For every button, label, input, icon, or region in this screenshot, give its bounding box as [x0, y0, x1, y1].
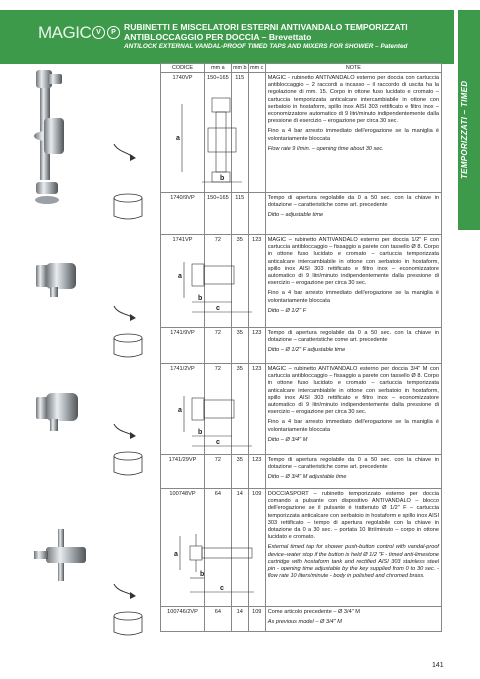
- product-note: [265, 489, 441, 607]
- page-title: RUBINETTI E MISCELATORI ESTERNI ANTIVANDALO TEMPORIZZATI ANTIBLOCCAGGIO PER DOCCIA – Brevettato: [124, 22, 408, 42]
- note-it: Tempo di apertura regolabile da 0 a 50 sec. con la chiave in dotazione – caratteristiche come art. precedente: [267, 457, 439, 471]
- dim-label-b: b: [200, 571, 205, 578]
- vandal-proof-badge-icon: V: [92, 26, 105, 39]
- note-it: MAGIC - rubinetto ANTIVANDALO esterno per doccia con cartuccia antibloccaggio – 2 raccordi a incasso – il raccordo di uscita ha la regolazione di mm. 15. Corpo in ottone fuso lucidato e cromato – cartuccia temporizzata anticalcare intercambiabile in ottone con serbatoio in hostaform, spillo inox AISI 303 rettificato e filtro inox – economizzatore automatico di 9 litri/minuto indipendentemente dalla pressione di esercizio – erogazione per circa 30 sec.: [267, 75, 439, 125]
- note-it: MAGIC – rubinetto ANTIVANDALO esterno per doccia 1/2" F con cartuccia antibloccaggio – fissaggio a parete con tassello Ø 8. Corpo in ottone fuso lucidato e cromato – cartuccia temporizzata anticalcare intercambiabile in ottone con serbatoio in hostaform, spillo inox AISI 303 rettificato e filtro inox – economizzatore automatico di 9 litri/minuto indipendentemente dalla pressione di esercizio – erogazione per circa 30 sec.: [267, 237, 439, 287]
- dim-b: 35: [231, 235, 248, 328]
- note-it: MAGIC – rubinetto ANTIVANDALO esterno per doccia 3/4" M con cartuccia antibloccaggio – fissaggio a parete con tassello Ø 8. Corpo in ottone fuso lucidato e cromato – cartuccia temporizzata anticalcare intercambiabile in ottone con serbatoio in hostaform, spillo inox AISI 303 rettificato e filtro inox – economizzatore automatico di 9 litri/minuto indipendentemente dalla pressione di esercizio – erogazione per circa 30 sec.: [267, 366, 439, 416]
- tap-1741-photo: [30, 255, 85, 303]
- note-en: As previous model – Ø 3/4" M: [267, 619, 342, 626]
- column-header-note: NOTE: [265, 64, 441, 73]
- side-tab-label: TEMPORIZZATI – TIMED: [460, 80, 469, 180]
- brand-logo: MAGIC: [38, 23, 92, 42]
- note-en: Ditto – adjustable time: [267, 212, 324, 219]
- table-row: [161, 328, 442, 364]
- dim-c: [248, 193, 265, 235]
- note-it-2: Fino a 4 bar arresto immediato dell'erogazione se la maniglia è volontariamente bloccata: [267, 419, 439, 433]
- note-it: Tempo di apertura regolabile da 0 a 50 sec. con la chiave in dotazione – caratteristiche come art. precedente: [267, 195, 439, 209]
- dim-label-c: c: [220, 585, 224, 592]
- product-code: 1741/9VP: [161, 328, 205, 364]
- dimension-drawing-100748: [170, 530, 260, 600]
- dimension-drawing-1741: [172, 258, 258, 318]
- docciasport-photo: [30, 525, 92, 587]
- showerhead-1741-2-icon: [108, 420, 152, 480]
- product-note: [265, 364, 441, 455]
- dim-b: 115: [231, 73, 248, 193]
- showerhead-1740-icon: [108, 140, 152, 226]
- product-code: 1740/9VP: [161, 193, 205, 235]
- dim-c: 109: [248, 607, 265, 632]
- dim-c: 109: [248, 489, 265, 607]
- note-en: External timed tap for shower push-button control with vandal-proof device–water stop if the button is held Ø 1/2 "F - timed anti-limestone cartridge with hostaform tank and rectified AISI 303 stainless steel pin - opening time adjustable by the key supplied from 0 to 30 sec. - flow rate 10 liters/minute - body in polished and chromed brass.: [267, 544, 439, 580]
- product-note: [265, 328, 441, 364]
- patent-badge-icon: P: [107, 26, 120, 39]
- note-it-2: Fino a 4 bar arresto immediato dell'erogazione se la maniglia è volontariamente bloccata: [267, 290, 439, 304]
- dim-c: 123: [248, 235, 265, 328]
- dim-b: 35: [231, 364, 248, 455]
- product-code: 100748VP: [161, 489, 205, 607]
- dim-c: 123: [248, 364, 265, 455]
- column-header-a: mm a: [205, 64, 232, 73]
- product-code: 1741/2VP: [161, 364, 205, 455]
- column-header-c: mm c: [250, 65, 264, 71]
- dim-b: 14: [231, 489, 248, 607]
- dim-b: 35: [231, 328, 248, 364]
- dim-a: 72: [205, 328, 232, 364]
- product-note: [265, 607, 441, 632]
- table-row: [161, 455, 442, 489]
- table-row: [161, 607, 442, 632]
- dim-a: 150÷165: [205, 73, 232, 193]
- dim-label-b: b: [198, 295, 203, 302]
- product-note: [265, 73, 441, 193]
- product-code: 1741/29VP: [161, 455, 205, 489]
- tap-1740-photo: [30, 62, 75, 207]
- tap-1741-2-photo: [30, 385, 85, 435]
- dim-a: 72: [205, 235, 232, 328]
- note-en: Flow rate 9 l/min. – opening time about 30 sec.: [267, 145, 384, 152]
- header-bar: [0, 10, 454, 64]
- note-en: Ditto – Ø 3/4" M: [267, 436, 308, 443]
- dim-label-c: c: [216, 305, 220, 312]
- product-code: 100746/2VP: [161, 607, 205, 632]
- dim-a: 72: [205, 455, 232, 489]
- dim-b: 115: [231, 193, 248, 235]
- product-code: 1740VP: [161, 73, 205, 193]
- dim-label-a: a: [178, 273, 182, 280]
- product-note: [265, 235, 441, 328]
- dim-b: 14: [231, 607, 248, 632]
- dim-a: 64: [205, 607, 232, 632]
- dim-label-a: a: [178, 407, 182, 414]
- column-header-code: CODICE: [161, 64, 205, 73]
- product-code: 1741VP: [161, 235, 205, 328]
- note-it: DOCCIASPORT – rubinetto temporizzato esterno per doccia comando a pulsante con dispositivo ANTIVANDALO – blocco dell'erogazione se il pulsante è trattenuto Ø 1/2" F – cartuccia temporizzata anticalcare con serbatoio in hostaform e spillo inox AISI 303 rettificato – tempo di apertura regolabile con la chiave in dotazione da 0 a 30 sec. – portata 10 litri/minuto – corpo in ottone lucidato e cromato.: [267, 491, 439, 541]
- note-en: Ditto – Ø 1/2" F: [267, 307, 307, 314]
- dimension-drawing-1740: [172, 92, 258, 187]
- dim-c: 123: [248, 328, 265, 364]
- product-note: [265, 193, 441, 235]
- dim-b: 35: [231, 455, 248, 489]
- dim-label-b: b: [220, 175, 225, 182]
- showerhead-100748-icon: [108, 580, 152, 640]
- dim-label-a: a: [176, 135, 180, 142]
- note-en: Ditto – Ø 3/4" M adjustable time: [267, 474, 347, 481]
- table-row: [161, 193, 442, 235]
- dim-a: 150÷165: [205, 193, 232, 235]
- product-note: [265, 455, 441, 489]
- dimension-drawing-1741-2: [172, 392, 258, 452]
- dim-c: 123: [248, 455, 265, 489]
- dim-a: 64: [205, 489, 232, 607]
- table-header-row: [161, 64, 442, 73]
- note-en: Ditto – Ø 1/2" F adjustable time: [267, 347, 346, 354]
- dim-label-a: a: [174, 551, 178, 558]
- note-it: Come articolo precedente – Ø 3/4" M: [267, 609, 360, 615]
- note-it: Tempo di apertura regolabile da 0 a 50 sec. con la chiave in dotazione – caratteristiche come art. precedente: [267, 330, 439, 344]
- column-header-b: mm b: [233, 65, 247, 71]
- note-it-2: Fino a 4 bar arresto immediato dell'erogazione se la maniglia è volontariamente bloccata: [267, 128, 439, 142]
- dim-a: 72: [205, 364, 232, 455]
- page-number: 141: [432, 662, 444, 669]
- dim-label-c: c: [216, 439, 220, 446]
- dim-label-b: b: [198, 429, 203, 436]
- page-subtitle: ANTILOCK EXTERNAL VANDAL-PROOF TIMED TAPS AND MIXERS FOR SHOWER – Patented: [124, 43, 408, 50]
- showerhead-1741-icon: [108, 302, 152, 362]
